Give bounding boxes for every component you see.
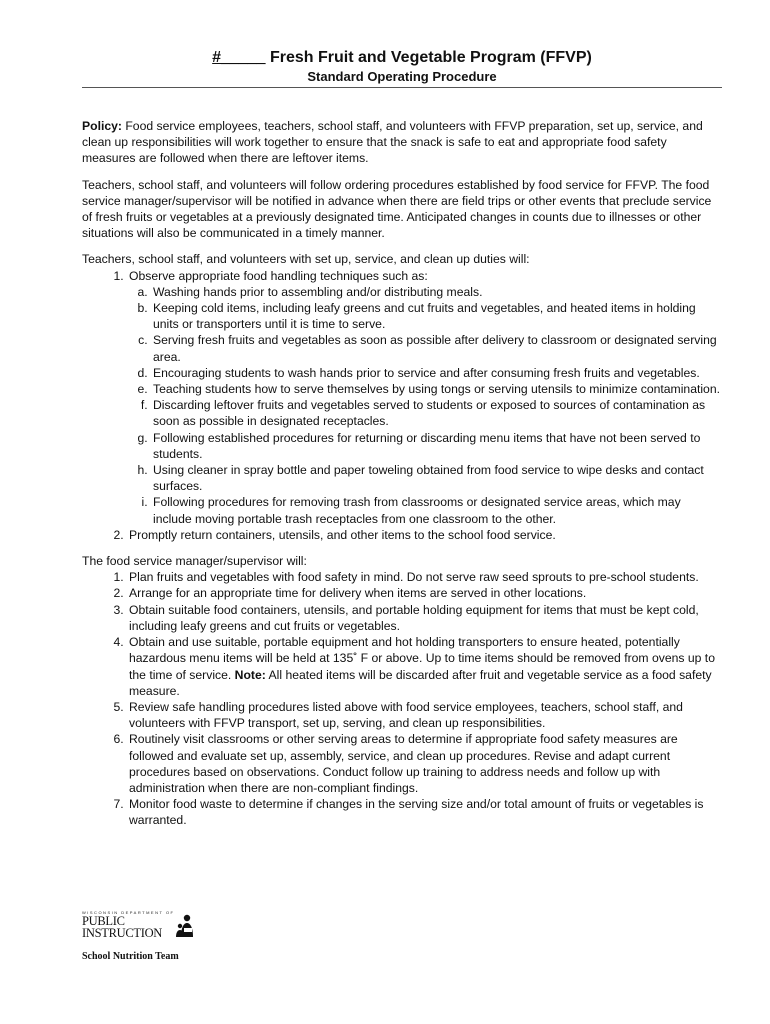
list-item: 6. Routinely visit classrooms or other serving areas to determine if appropriate food safety measures are followed and evaluate set up, assembly, service, and clean up procedures. Revise and adapt current procedures based on observations. Conduct follow up training to address needs and follow up with administration when there are non-compliant findings. bbox=[127, 731, 722, 796]
policy-label: Policy: bbox=[82, 119, 122, 133]
list-item-text: Observe appropriate food handling techniques such as: bbox=[129, 268, 428, 283]
list-item: 3. Obtain suitable food containers, utensils, and portable holding equipment for items that must be kept cold, including leafy greens and cut fruits or vegetables. bbox=[127, 602, 722, 634]
list-item: 2. Promptly return containers, utensils, and other items to the school food service. bbox=[127, 527, 722, 543]
list-item: h. Using cleaner in spray bottle and paper toweling obtained from food service to wipe desks and contact surfaces. bbox=[151, 462, 722, 494]
logo-line-instruction: INSTRUCTION bbox=[82, 926, 163, 940]
list-item bbox=[127, 634, 722, 699]
policy-paragraph bbox=[82, 118, 722, 167]
teachers-intro: Teachers, school staff, and volunteers with set up, service, and clean up duties will: bbox=[82, 252, 530, 267]
list-item: 2. Arrange for an appropriate time for delivery when items are served in other locations. bbox=[127, 585, 722, 601]
list-item: e. Teaching students how to serve themselves by using tongs or serving utensils to minimize contamination. bbox=[151, 381, 722, 397]
title-text: Fresh Fruit and Vegetable Program (FFVP) bbox=[265, 49, 592, 66]
list-item: 5. Review safe handling procedures listed above with food service employees, teachers, school staff, and volunteers with FFVP transport, set up, serving, and clean up responsibilities. bbox=[127, 699, 722, 731]
page-subtitle: Standard Operating Procedure bbox=[307, 69, 497, 84]
header-rule bbox=[82, 87, 722, 88]
reading-figures-icon bbox=[175, 913, 197, 939]
document-page bbox=[82, 48, 722, 829]
teachers-section bbox=[82, 251, 722, 543]
list-item: d. Encouraging students to wash hands prior to service and after consuming fresh fruits and vegetables. bbox=[151, 365, 722, 381]
list-item: b. Keeping cold items, including leafy greens and cut fruits and vegetables, and heated items in holding units or transporters until it is time to serve. bbox=[151, 300, 722, 332]
document-number-blank: #_____ bbox=[212, 49, 266, 66]
logo-wordmark bbox=[82, 910, 175, 939]
policy-text: Food service employees, teachers, school staff, and volunteers with FFVP preparation, set up, service, and clean up responsibilities will work together to ensure that the snack is safe to eat and appropriate food safety measures are followed when there are leftover items. bbox=[82, 119, 703, 166]
dpi-logo bbox=[82, 910, 197, 939]
manager-duties-list bbox=[82, 569, 722, 828]
page-title bbox=[82, 48, 722, 68]
list-item bbox=[127, 268, 722, 527]
list-item-text: Obtain and use suitable, portable equipment and hot holding transporters to ensure heated, potentially hazardous menu items will be held at 135˚ F or above. Up to time items should be removed from ovens up to the time of service. bbox=[129, 635, 715, 682]
list-item: 1. Plan fruits and vegetables with food safety in mind. Do not serve raw seed sprouts to pre-school students. bbox=[127, 569, 722, 585]
ordering-paragraph: Teachers, school staff, and volunteers will follow ordering procedures established by food service for FFVP. The food service manager/supervisor will be notified in advance when there are field trips or other events that preclude service of fresh fruits or vegetables at a previously designated time. Anticipated changes in counts due to illnesses or other situations will also be communicated in a timely manner. bbox=[82, 177, 712, 241]
list-item: c. Serving fresh fruits and vegetables as soon as possible after delivery to classroom or designated serving area. bbox=[151, 332, 722, 364]
manager-section bbox=[82, 553, 722, 828]
list-item: g. Following established procedures for returning or discarding menu items that have not been served to students. bbox=[151, 430, 722, 462]
food-handling-list bbox=[129, 284, 722, 527]
manager-intro: The food service manager/supervisor will: bbox=[82, 554, 307, 569]
note-label: Note: bbox=[234, 667, 266, 682]
teachers-duties-list bbox=[82, 268, 722, 543]
list-item-text: All heated items will be discarded after fruit and vegetable service as a food safety measure. bbox=[129, 667, 712, 698]
list-item: i. Following procedures for removing trash from classrooms or designated service areas, which may include moving portable trash receptacles from one classroom to the other. bbox=[151, 494, 722, 526]
footer bbox=[82, 910, 197, 965]
school-nutrition-team: School Nutrition Team bbox=[82, 951, 179, 962]
list-item: f. Discarding leftover fruits and vegetables served to students or exposed to sources of contamination as soon as possible in designated receptacles. bbox=[151, 397, 722, 429]
list-item: a. Washing hands prior to assembling and/or distributing meals. bbox=[151, 284, 722, 300]
logo-line-public: PUBLIC bbox=[82, 914, 125, 928]
list-item: 7. Monitor food waste to determine if changes in the serving size and/or total amount of fruits or vegetables is warranted. bbox=[127, 796, 722, 828]
logo-top-text: WISCONSIN DEPARTMENT OF bbox=[82, 910, 175, 915]
